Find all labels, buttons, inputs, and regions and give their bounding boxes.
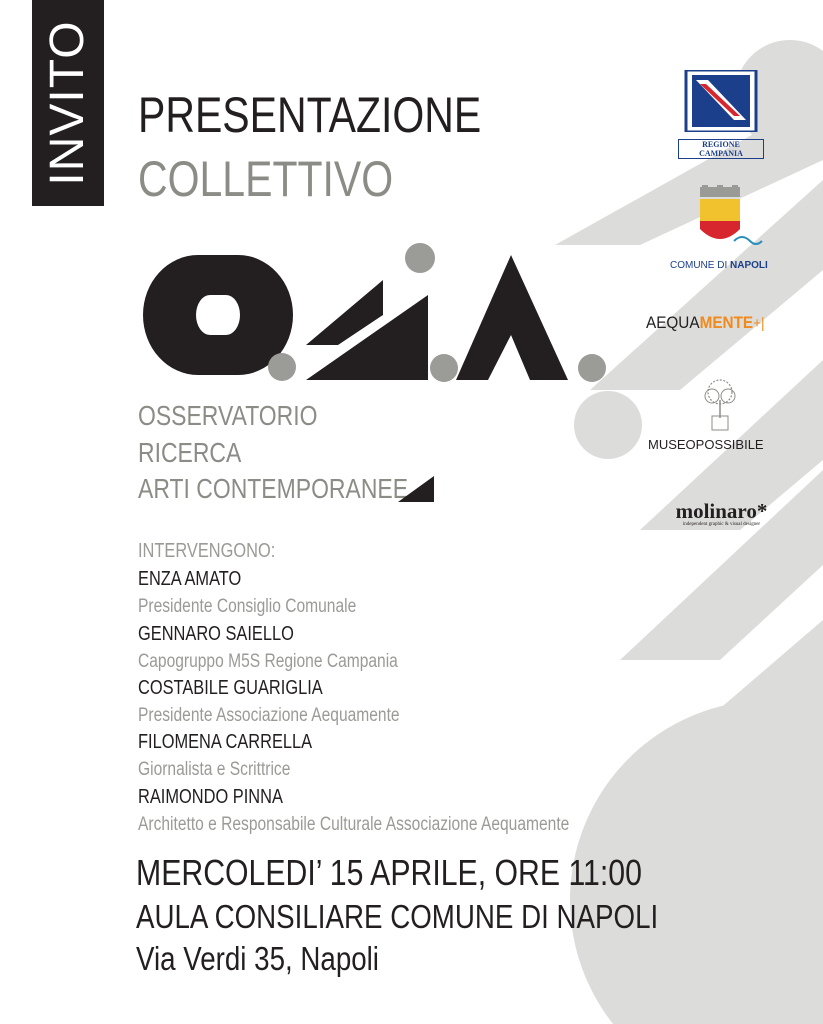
speaker-role: Giornalista e Scrittrice — [138, 759, 291, 780]
museopossibile-logo — [648, 378, 793, 452]
molinaro-tagline: independent graphic & visual designer — [682, 522, 761, 527]
ora-dot-3 — [430, 354, 458, 382]
ora-letter-o — [143, 255, 293, 375]
regione-campania-label: REGIONE CAMPANIA — [678, 139, 764, 159]
molinaro-wordmark: molinaro* — [675, 499, 768, 523]
speaker-role: Architetto e Responsabile Culturale Associazione Aequamente — [138, 814, 570, 835]
subtitle-line-1: OSSERVATORIO — [138, 400, 318, 431]
comune-napoli-label: COMUNE DI NAPOLI — [670, 260, 768, 271]
ora-dot-1 — [268, 353, 296, 381]
speaker-name: ENZA AMATO — [138, 568, 242, 590]
aequamente-mark-icon: +| — [753, 315, 765, 332]
title-collettivo: COLLETTIVO — [138, 151, 394, 207]
ora-dot-4 — [578, 354, 606, 382]
molinaro-logo — [654, 500, 789, 527]
speaker-role: Capogruppo M5S Regione Campania — [138, 651, 398, 672]
speakers-label: INTERVENGONO: — [138, 540, 276, 562]
regione-campania-logo — [678, 70, 764, 158]
speaker-role: Presidente Associazione Aequamente — [138, 705, 400, 726]
regione-campania-icon — [678, 70, 764, 132]
comune-napoli-logo — [672, 185, 768, 280]
subtitle-triangle-icon — [398, 476, 434, 502]
title-presentazione: PRESENTAZIONE — [138, 87, 482, 143]
subtitle-line-3: ARTI CONTEMPORANEE — [138, 473, 409, 504]
event-address: Via Verdi 35, Napoli — [136, 940, 379, 977]
speaker-name: COSTABILE GUARIGLIA — [138, 677, 323, 699]
aequamente-logo: AEQUAMENTE+| — [646, 313, 765, 332]
event-date: MERCOLEDI’ 15 APRILE, ORE 11:00 — [136, 852, 642, 893]
ora-logo — [138, 240, 618, 390]
invito-tag — [32, 0, 104, 206]
speaker-name: RAIMONDO PINNA — [138, 786, 283, 808]
speaker-name: FILOMENA CARRELLA — [138, 731, 313, 753]
comune-napoli-icon — [672, 185, 768, 255]
speaker-name: GENNARO SAIELLO — [138, 623, 294, 645]
invito-label: INVITO — [41, 20, 94, 186]
tree-icon — [648, 378, 793, 432]
ora-dot-2 — [405, 243, 435, 273]
museopossibile-label: MUSEOPOSSIBILE — [648, 437, 764, 452]
speaker-role: Presidente Consiglio Comunale — [138, 596, 357, 617]
event-venue: AULA CONSILIARE COMUNE DI NAPOLI — [136, 898, 659, 935]
subtitle-line-2: RICERCA — [138, 437, 242, 468]
bg-circle-mid — [574, 391, 642, 459]
